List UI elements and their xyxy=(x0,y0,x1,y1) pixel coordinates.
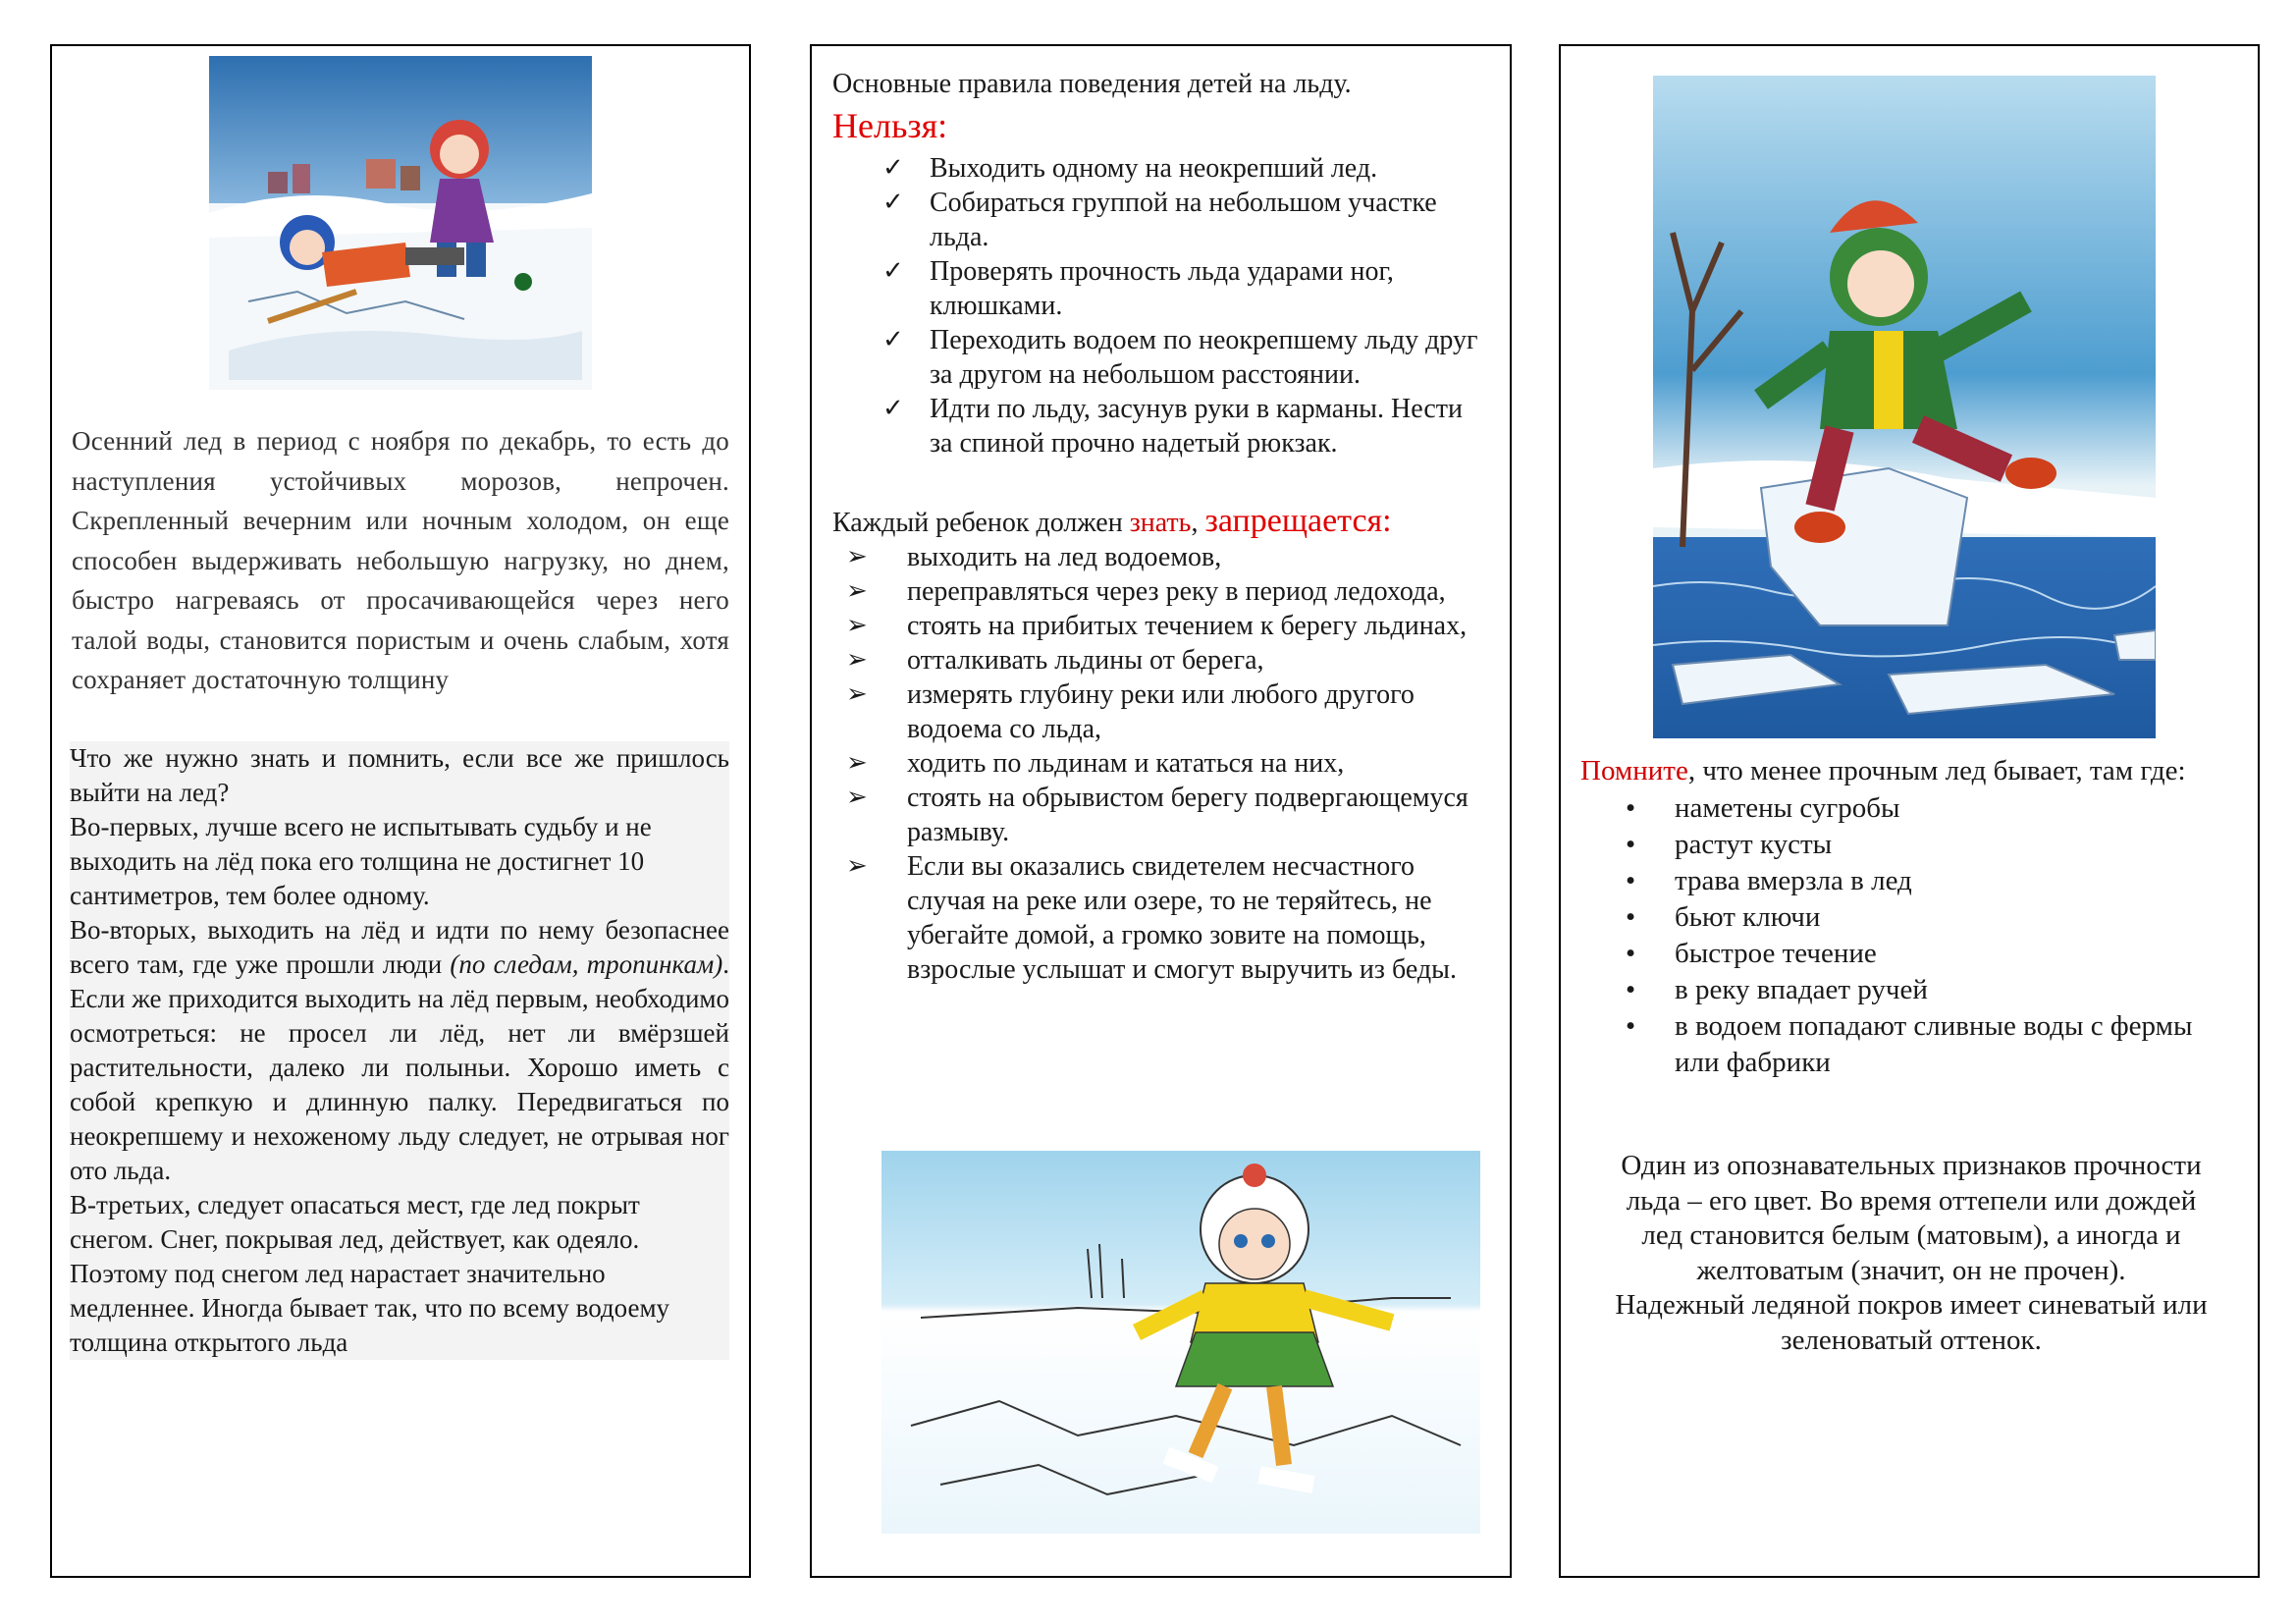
prohibited-list xyxy=(846,540,1499,987)
every-child-know: знать xyxy=(1129,508,1192,538)
list-marker-icon: • xyxy=(1626,974,1636,1005)
forbidden-item xyxy=(882,254,1481,323)
list-item-text: растут кусты xyxy=(1675,829,1833,860)
left-panel xyxy=(50,44,751,1578)
ice-color-line: желтоватым (значит, он не прочен). xyxy=(1696,1254,2126,1286)
list-item-text: стоять на обрывистом берегу подвергающемуся размыву. xyxy=(907,783,1468,847)
every-child-prohibited: запрещается: xyxy=(1204,503,1392,539)
list-marker-icon: ➢ xyxy=(846,611,868,640)
list-item-text: ходить по льдинам и кататься на них, xyxy=(907,748,1345,779)
remember-word: Помните xyxy=(1580,755,1688,786)
intro-paragraph: Осенний лед в период с ноября по декабрь, то есть до наступления устойчивых морозов, непрочен. Скрепленный вечерним или ночным холодом, он еще способен выдерживать небольшую нагрузку, но днем, быстро нагреваясь от просачивающейся через него талой воды, становится пористым и очень слабым, хотя сохраняет достаточную толщину xyxy=(72,426,729,694)
advice-third: В-третьих, следует опасаться мест, где лед покрыт снегом. Снег, покрывая лед, действует, как одеяло. Поэтому под снегом лед нарастает значительно медленнее. Иногда бывает так, что по всему водоему толщина открытого льда xyxy=(70,1190,670,1357)
list-marker-icon: ✓ xyxy=(882,188,904,217)
advice-second xyxy=(70,913,729,1188)
list-marker-icon: ➢ xyxy=(846,679,868,709)
list-marker-icon: ➢ xyxy=(846,783,868,812)
prohibited-item xyxy=(846,781,1499,849)
middle-panel xyxy=(810,44,1512,1578)
list-marker-icon: • xyxy=(1626,792,1636,824)
list-marker-icon: • xyxy=(1626,1010,1636,1042)
weak-place-item xyxy=(1626,863,2244,899)
list-item-text: стоять на прибитых течением к берегу льдинах, xyxy=(907,611,1468,641)
list-marker-icon: ➢ xyxy=(846,645,868,675)
advice-second-text-cont: . Если же приходится выходить на лёд первым, необходимо осмотреться: не просел ли лёд, нет ли вмёрзшей растительности, далеко ли полыньи. Хорошо иметь с собой крепкую и длинную палку. Передвигаться по неокрепшему и нехоженому льду следует, не отрывая ног ото льда. xyxy=(70,949,729,1185)
list-item-text: в водоем попадают сливные воды с фермы или фабрики xyxy=(1675,1010,2193,1078)
illustration-children-on-ice xyxy=(209,56,592,390)
advice-second-text: Во-вторых, выходить на лёд и идти по нему безопаснее всего там, где уже прошли люди xyxy=(70,915,729,979)
prohibited-item xyxy=(846,677,1499,746)
every-child-prefix: Каждый ребенок должен xyxy=(832,508,1130,538)
list-item-text: трава вмерзла в лед xyxy=(1675,865,1912,896)
weak-place-item xyxy=(1626,899,2244,936)
prohibited-item xyxy=(846,643,1499,677)
weak-place-item xyxy=(1626,1008,2244,1081)
list-item-text: Выходить одному на неокрепший лед. xyxy=(930,153,1378,184)
list-marker-icon: ➢ xyxy=(846,748,868,778)
list-marker-icon: • xyxy=(1626,865,1636,896)
list-marker-icon: ✓ xyxy=(882,394,904,423)
illustration-boy-on-ice-floe xyxy=(1653,76,2156,738)
list-item-text: Идти по льду, засунув руки в карманы. Нести за спиной прочно надетый рюкзак. xyxy=(930,394,1463,459)
list-item-text: бьют ключи xyxy=(1675,901,1821,933)
ice-advice-block xyxy=(70,741,729,1360)
list-marker-icon: ✓ xyxy=(882,256,904,286)
ice-color-line: лед становится белым (матовым), а иногда и xyxy=(1641,1219,2181,1251)
list-marker-icon: ✓ xyxy=(882,325,904,354)
list-marker-icon: ➢ xyxy=(846,542,868,571)
list-item-text: Переходить водоем по неокрепшему льду друг за другом на небольшом расстоянии. xyxy=(930,325,1478,390)
illustration-girl-skating xyxy=(881,1151,1480,1534)
remember-rest: , что менее прочным лед бывает, там где: xyxy=(1687,755,2186,786)
forbidden-item xyxy=(882,151,1481,186)
advice-first: Во-первых, лучше всего не испытывать судьбу и не выходить на лёд пока его толщина не достигнет 10 сантиметров, тем более одному. xyxy=(70,812,652,910)
weak-place-item xyxy=(1626,827,2244,863)
list-item-text: переправляться через реку в период ледохода, xyxy=(907,576,1446,607)
list-marker-icon: ➢ xyxy=(846,851,868,881)
prohibited-item xyxy=(846,609,1499,643)
every-child-heading xyxy=(832,503,1392,540)
prohibited-item xyxy=(846,574,1499,609)
every-child-comma: , xyxy=(1191,508,1205,538)
ice-color-line: Один из опознавательных признаков прочности xyxy=(1621,1150,2202,1181)
prohibited-item xyxy=(846,540,1499,574)
weak-place-item xyxy=(1626,790,2244,827)
list-marker-icon: • xyxy=(1626,901,1636,933)
right-panel xyxy=(1559,44,2260,1578)
ice-color-line: Надежный ледяной покров имеет синеватый или xyxy=(1615,1289,2208,1321)
weak-place-item xyxy=(1626,936,2244,972)
advice-question: Что же нужно знать и помнить, если все же пришлось выйти на лед? xyxy=(70,743,729,807)
list-item-text: выходить на лед водоемов, xyxy=(907,542,1222,572)
ice-color-line: льда – его цвет. Во время оттепели или дождей xyxy=(1626,1184,2197,1217)
list-item-text: отталкивать льдины от берега, xyxy=(907,645,1264,676)
list-marker-icon: ➢ xyxy=(846,576,868,606)
rules-title: Основные правила поведения детей на льду. xyxy=(832,69,1352,99)
remember-heading xyxy=(1580,755,2186,787)
list-item-text: Проверять прочность льда ударами ног, клюшками. xyxy=(930,256,1394,321)
list-item-text: Собираться группой на небольшом участке льда. xyxy=(930,188,1437,252)
list-item-text: наметены сугробы xyxy=(1675,792,1900,824)
advice-second-italic: (по следам, тропинкам) xyxy=(450,949,723,979)
ice-color-paragraph xyxy=(1580,1149,2242,1358)
forbidden-heading: Нельзя: xyxy=(832,106,948,145)
prohibited-item xyxy=(846,746,1499,781)
list-marker-icon: • xyxy=(1626,829,1636,860)
list-item-text: быстрое течение xyxy=(1675,938,1877,969)
weak-place-item xyxy=(1626,972,2244,1008)
prohibited-item xyxy=(846,849,1499,987)
list-marker-icon: • xyxy=(1626,938,1636,969)
forbidden-item xyxy=(882,323,1481,392)
ice-color-line: зеленоватый оттенок. xyxy=(1781,1324,2042,1356)
list-item-text: Если вы оказались свидетелем несчастного случая на реке или озере, то не теряйтесь, не убегайте домой, а громко зовите на помощь, взрослые услышат и смогут выручить из беды. xyxy=(907,851,1457,985)
weak-places-list xyxy=(1626,790,2244,1081)
forbidden-item xyxy=(882,186,1481,254)
list-item-text: измерять глубину реки или любого другого водоема со льда, xyxy=(907,679,1415,744)
list-marker-icon: ✓ xyxy=(882,153,904,183)
forbidden-item xyxy=(882,392,1481,460)
forbidden-list xyxy=(882,151,1481,460)
list-item-text: в реку впадает ручей xyxy=(1675,974,1928,1005)
